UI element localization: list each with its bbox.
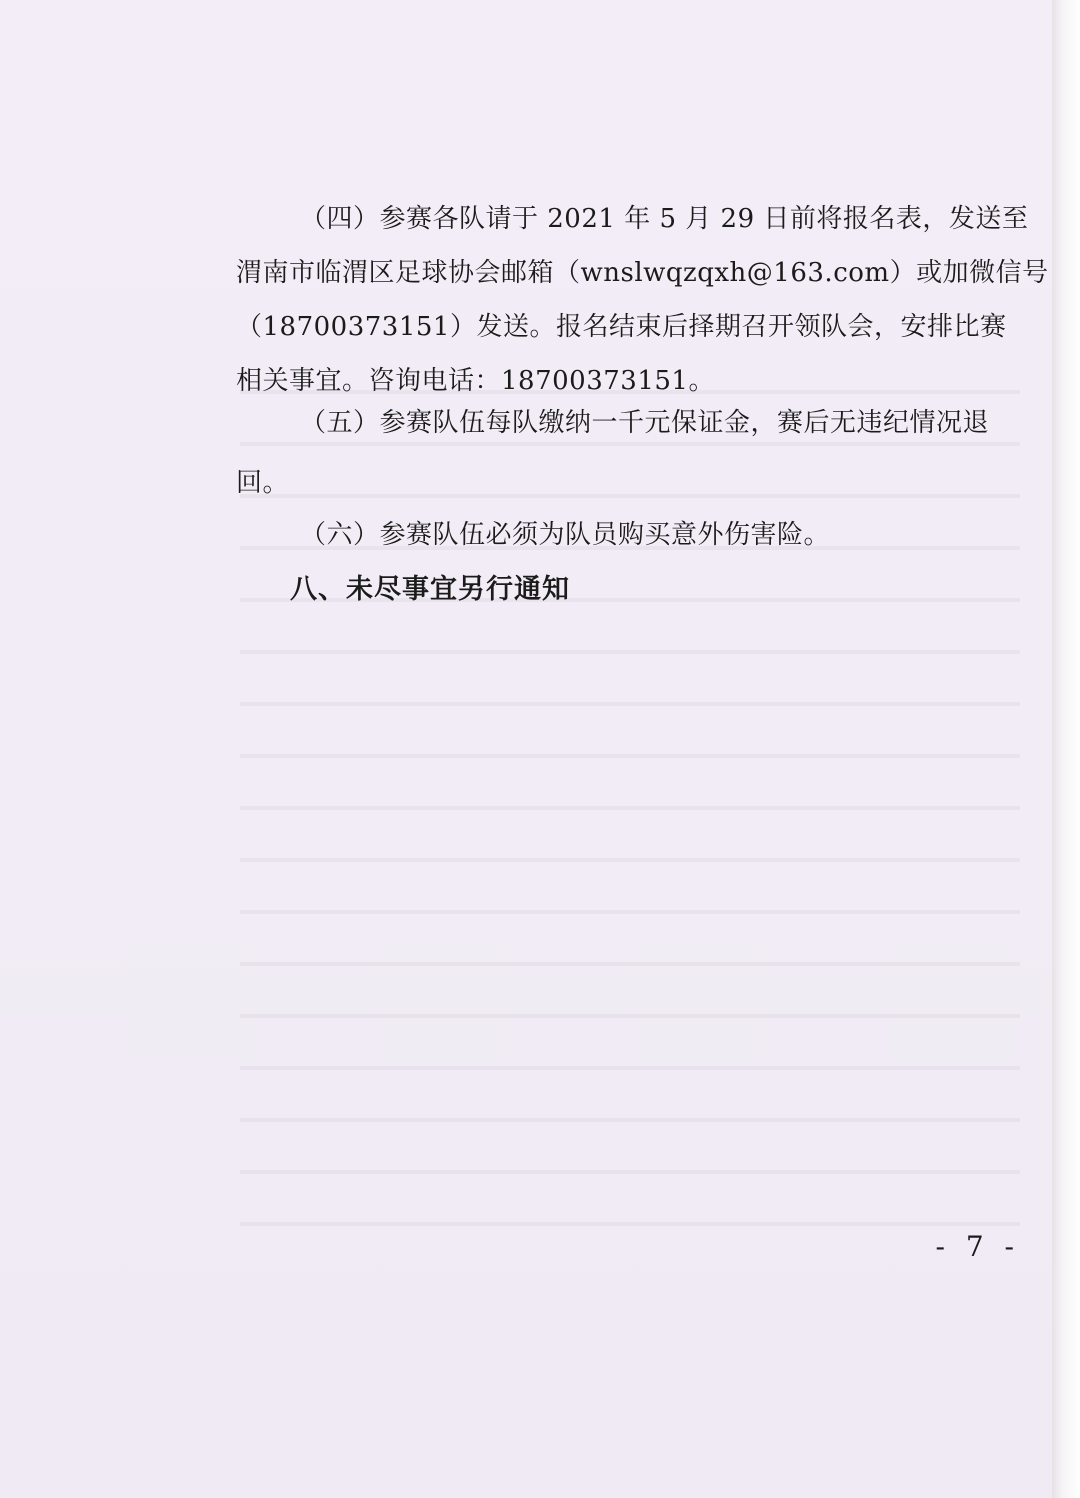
- page-number: - 7 -: [935, 1230, 1020, 1263]
- paragraph-item-4-line-2: 渭南市临渭区足球协会邮箱（wnslwqzqxh@163.com）或加微信号: [236, 258, 1049, 288]
- paragraph-item-4-line-1: （四）参赛各队请于 2021 年 5 月 29 日前将报名表，发送至: [300, 204, 1029, 234]
- paragraph-item-4-line-4: 相关事宜。咨询电话：18700373151。: [236, 366, 715, 396]
- paragraph-item-4-line-3: （18700373151）发送。报名结束后择期召开领队会，安排比赛: [236, 312, 1007, 342]
- scan-margin: [1052, 0, 1080, 1498]
- paragraph-item-5-line-1: （五）参赛队伍每队缴纳一千元保证金，赛后无违纪情况退: [300, 408, 990, 438]
- section-heading: 八、未尽事宜另行通知: [290, 574, 570, 605]
- paragraph-item-5-line-2: 回。: [236, 468, 290, 498]
- paragraph-item-6-line-1: （六）参赛队伍必须为队员购买意外伤害险。: [300, 520, 831, 550]
- bleed-through-text: [240, 360, 1020, 1260]
